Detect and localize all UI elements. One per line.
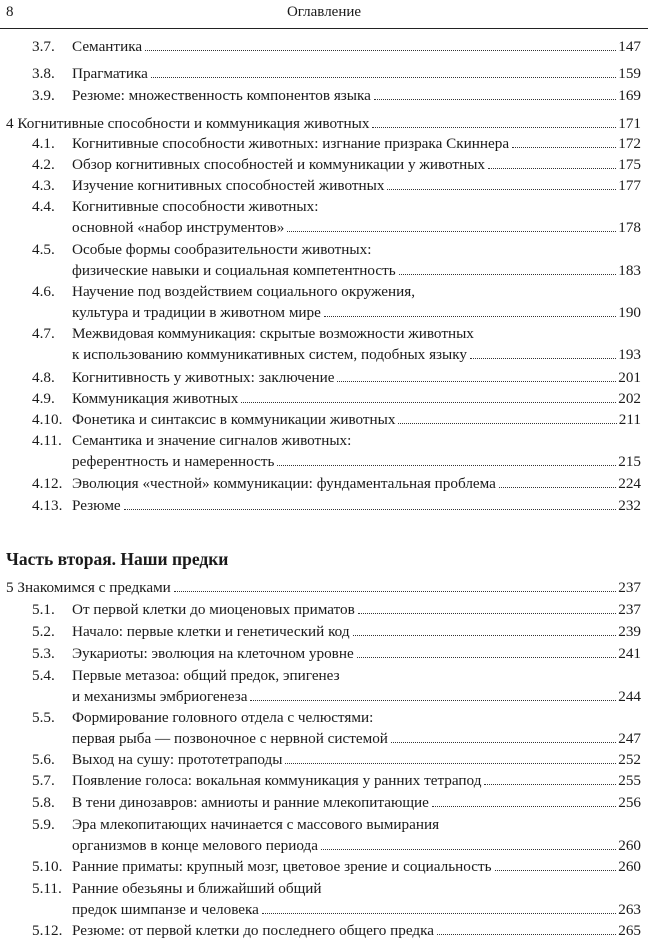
toc-section-number: 5.1. bbox=[32, 601, 55, 618]
toc-title: первая рыба — позвоночное с нервной системой bbox=[72, 730, 388, 748]
toc-section bbox=[0, 155, 648, 176]
toc-title: Когнитивные способности животных: bbox=[72, 198, 319, 215]
toc-page-number: 256 bbox=[618, 794, 641, 811]
toc-title: Выход на сушу: прототетраподы bbox=[72, 751, 283, 768]
toc-section bbox=[0, 86, 648, 107]
toc-section-number: 4.9. bbox=[32, 390, 55, 407]
toc-section bbox=[0, 389, 648, 410]
dot-leader bbox=[387, 189, 616, 190]
toc-title: и механизмы эмбриогенеза bbox=[72, 688, 248, 706]
toc-section bbox=[0, 622, 648, 643]
toc-section bbox=[0, 857, 648, 878]
dot-leader bbox=[277, 465, 616, 466]
toc-section-number: 3.7. bbox=[32, 38, 55, 55]
dot-leader bbox=[437, 934, 616, 935]
toc-title: Ранние обезьяны и ближайший общий bbox=[72, 880, 322, 897]
toc-title: Резюме bbox=[72, 497, 121, 514]
toc-title: предок шимпанзе и человека bbox=[72, 901, 259, 919]
dot-leader bbox=[399, 274, 617, 275]
toc-title: Когнитивные способности животных: изгнание призрака Скиннера bbox=[72, 135, 510, 152]
toc-page-number: 255 bbox=[618, 772, 641, 789]
dot-leader bbox=[241, 402, 616, 403]
toc-section bbox=[0, 431, 648, 473]
toc-section-number: 4.5. bbox=[32, 241, 55, 258]
toc-title: 4 Когнитивные способности и коммуникация животных bbox=[6, 115, 370, 132]
toc-page-number: 159 bbox=[618, 65, 641, 82]
toc-section bbox=[0, 750, 648, 771]
toc-page-number: 190 bbox=[618, 304, 641, 322]
dot-leader bbox=[324, 316, 616, 317]
toc-title: Эукариоты: эволюция на клеточном уровне bbox=[72, 645, 354, 662]
toc-section-number: 3.8. bbox=[32, 65, 55, 82]
toc-page-number: 171 bbox=[618, 115, 641, 132]
toc-title: Особые формы сообразительности животных: bbox=[72, 241, 372, 258]
toc-page-number: 172 bbox=[618, 135, 641, 152]
dot-leader bbox=[353, 635, 617, 636]
toc-page-number: 193 bbox=[618, 346, 641, 364]
toc-section bbox=[0, 771, 648, 792]
dot-leader bbox=[124, 509, 617, 510]
toc-section-number: 3.9. bbox=[32, 87, 55, 104]
dot-leader bbox=[372, 127, 616, 128]
toc-title: Начало: первые клетки и генетический код bbox=[72, 623, 350, 640]
toc-page-number: 260 bbox=[618, 858, 641, 875]
dot-leader bbox=[495, 870, 617, 871]
toc-title: Эра млекопитающих начинается с массового вымирания bbox=[72, 816, 440, 833]
toc-section bbox=[0, 921, 648, 942]
toc-section bbox=[0, 496, 648, 517]
toc-page-number: 147 bbox=[618, 38, 641, 55]
toc-title: Появление голоса: вокальная коммуникация у ранних тетрапод bbox=[72, 772, 482, 789]
toc-section-number: 4.1. bbox=[32, 135, 55, 152]
dot-leader bbox=[499, 487, 616, 488]
toc-title: референтность и намеренность bbox=[72, 453, 275, 471]
toc-section-number: 4.3. bbox=[32, 177, 55, 194]
part-title: Часть вторая. Наши предки bbox=[6, 549, 229, 569]
dot-leader bbox=[488, 168, 616, 169]
toc-title: организмов в конце мелового периода bbox=[72, 837, 318, 855]
toc-section-number: 5.5. bbox=[32, 709, 55, 726]
toc-section-number: 5.11. bbox=[32, 880, 62, 897]
dot-leader bbox=[250, 700, 616, 701]
toc-section bbox=[0, 37, 648, 58]
dot-leader bbox=[484, 784, 616, 785]
toc-page-number: 177 bbox=[618, 177, 641, 194]
toc-title: Резюме: множественность компонентов языка bbox=[72, 87, 371, 104]
toc-page-number: 239 bbox=[618, 623, 641, 640]
running-title: Оглавление bbox=[286, 4, 362, 20]
toc-title: Научение под воздействием социального окружения, bbox=[72, 283, 416, 300]
toc-page-number: 247 bbox=[618, 730, 641, 748]
toc-page-number: 260 bbox=[618, 837, 641, 855]
toc-section bbox=[0, 282, 648, 324]
toc-section bbox=[0, 410, 648, 431]
toc-section bbox=[0, 176, 648, 197]
toc-title: Фонетика и синтаксис в коммуникации животных bbox=[72, 411, 396, 428]
toc-title: Изучение когнитивных способностей животных bbox=[72, 177, 385, 194]
toc-section-number: 5.12. bbox=[32, 922, 63, 939]
toc-page-number: 224 bbox=[618, 475, 641, 492]
toc-page-number: 201 bbox=[618, 369, 641, 386]
toc-chapter bbox=[0, 578, 648, 599]
toc-page-number: 263 bbox=[618, 901, 641, 919]
toc-section-number: 4.6. bbox=[32, 283, 55, 300]
toc-section bbox=[0, 64, 648, 85]
toc-title: Семантика bbox=[72, 38, 143, 55]
toc-section-number: 4.12. bbox=[32, 475, 63, 492]
toc-section bbox=[0, 197, 648, 239]
toc-page-number: 169 bbox=[618, 87, 641, 104]
toc-section-number: 5.2. bbox=[32, 623, 55, 640]
toc-title: Обзор когнитивных способностей и коммуникации у животных bbox=[72, 156, 485, 173]
toc-title: Когнитивность у животных: заключение bbox=[72, 369, 335, 386]
toc-title: 5 Знакомимся с предками bbox=[6, 579, 171, 596]
toc-title: культура и традиции в животном мире bbox=[72, 304, 321, 322]
toc-section-number: 4.4. bbox=[32, 198, 55, 215]
toc-page-number: 237 bbox=[618, 579, 641, 596]
dot-leader bbox=[398, 423, 616, 424]
toc-title: Формирование головного отдела с челюстями: bbox=[72, 709, 374, 726]
toc-title: Коммуникация животных bbox=[72, 390, 239, 407]
dot-leader bbox=[145, 50, 616, 51]
toc-section-number: 5.8. bbox=[32, 794, 55, 811]
toc-page-number: 265 bbox=[618, 922, 641, 939]
toc-page-number: 232 bbox=[618, 497, 641, 514]
toc-section-number: 5.3. bbox=[32, 645, 55, 662]
toc-section-number: 4.13. bbox=[32, 497, 63, 514]
toc-section-number: 4.8. bbox=[32, 369, 55, 386]
dot-leader bbox=[358, 613, 616, 614]
toc-title: От первой клетки до миоценовых приматов bbox=[72, 601, 355, 618]
toc-chapter bbox=[0, 114, 648, 135]
toc-title: В тени динозавров: амниоты и ранние млекопитающие bbox=[72, 794, 429, 811]
dot-leader bbox=[512, 147, 616, 148]
page-number: 8 bbox=[6, 4, 14, 20]
toc-title: Семантика и значение сигналов животных: bbox=[72, 432, 352, 449]
toc-title: Прагматика bbox=[72, 65, 148, 82]
toc-page-number: 175 bbox=[618, 156, 641, 173]
toc-page-number: 215 bbox=[618, 453, 641, 471]
toc-title: основной «набор инструментов» bbox=[72, 219, 285, 237]
dot-leader bbox=[287, 231, 616, 232]
toc-page-number: 183 bbox=[618, 262, 641, 280]
dot-leader bbox=[262, 913, 616, 914]
dot-leader bbox=[374, 99, 616, 100]
toc-section bbox=[0, 793, 648, 814]
toc-section-number: 5.10. bbox=[32, 858, 63, 875]
toc-section bbox=[0, 708, 648, 750]
toc-page-number: 237 bbox=[618, 601, 641, 618]
toc-page-number: 211 bbox=[618, 411, 641, 428]
toc-title: физические навыки и социальная компетентность bbox=[72, 262, 396, 280]
toc-section bbox=[0, 324, 648, 366]
toc-section bbox=[0, 368, 648, 389]
toc-section bbox=[0, 644, 648, 665]
toc-section-number: 4.2. bbox=[32, 156, 55, 173]
toc-section-number: 5.4. bbox=[32, 667, 55, 684]
dot-leader bbox=[337, 381, 616, 382]
dot-leader bbox=[285, 763, 616, 764]
dot-leader bbox=[151, 77, 616, 78]
toc-section-number: 5.7. bbox=[32, 772, 55, 789]
toc-section bbox=[0, 600, 648, 621]
header-rule bbox=[0, 28, 648, 29]
toc-section-number: 4.7. bbox=[32, 325, 55, 342]
toc-section bbox=[0, 240, 648, 282]
toc-section-number: 4.11. bbox=[32, 432, 62, 449]
toc-page-number: 241 bbox=[618, 645, 641, 662]
dot-leader bbox=[391, 742, 616, 743]
dot-leader bbox=[432, 806, 616, 807]
toc-page-number: 252 bbox=[618, 751, 641, 768]
toc-page-number: 244 bbox=[618, 688, 641, 706]
toc-title: Межвидовая коммуникация: скрытые возможности животных bbox=[72, 325, 474, 342]
toc-title: Резюме: от первой клетки до последнего общего предка bbox=[72, 922, 434, 939]
toc-title: Эволюция «честной» коммуникации: фундаментальная проблема bbox=[72, 475, 496, 492]
toc-section-number: 5.9. bbox=[32, 816, 55, 833]
dot-leader bbox=[357, 657, 616, 658]
dot-leader bbox=[174, 591, 616, 592]
toc-section bbox=[0, 474, 648, 495]
toc-page-number: 178 bbox=[618, 219, 641, 237]
toc-title: к использованию коммуникативных систем, подобных языку bbox=[72, 346, 468, 364]
toc-section-number: 4.10. bbox=[32, 411, 63, 428]
toc-title: Первые метазоа: общий предок, эпигенез bbox=[72, 667, 340, 684]
toc-page-number: 202 bbox=[618, 390, 641, 407]
dot-leader bbox=[321, 849, 616, 850]
toc-title: Ранние приматы: крупный мозг, цветовое зрение и социальность bbox=[72, 858, 492, 875]
toc-section bbox=[0, 815, 648, 857]
dot-leader bbox=[470, 358, 616, 359]
toc-section bbox=[0, 879, 648, 921]
toc-section bbox=[0, 666, 648, 708]
toc-section bbox=[0, 134, 648, 155]
toc-section-number: 5.6. bbox=[32, 751, 55, 768]
